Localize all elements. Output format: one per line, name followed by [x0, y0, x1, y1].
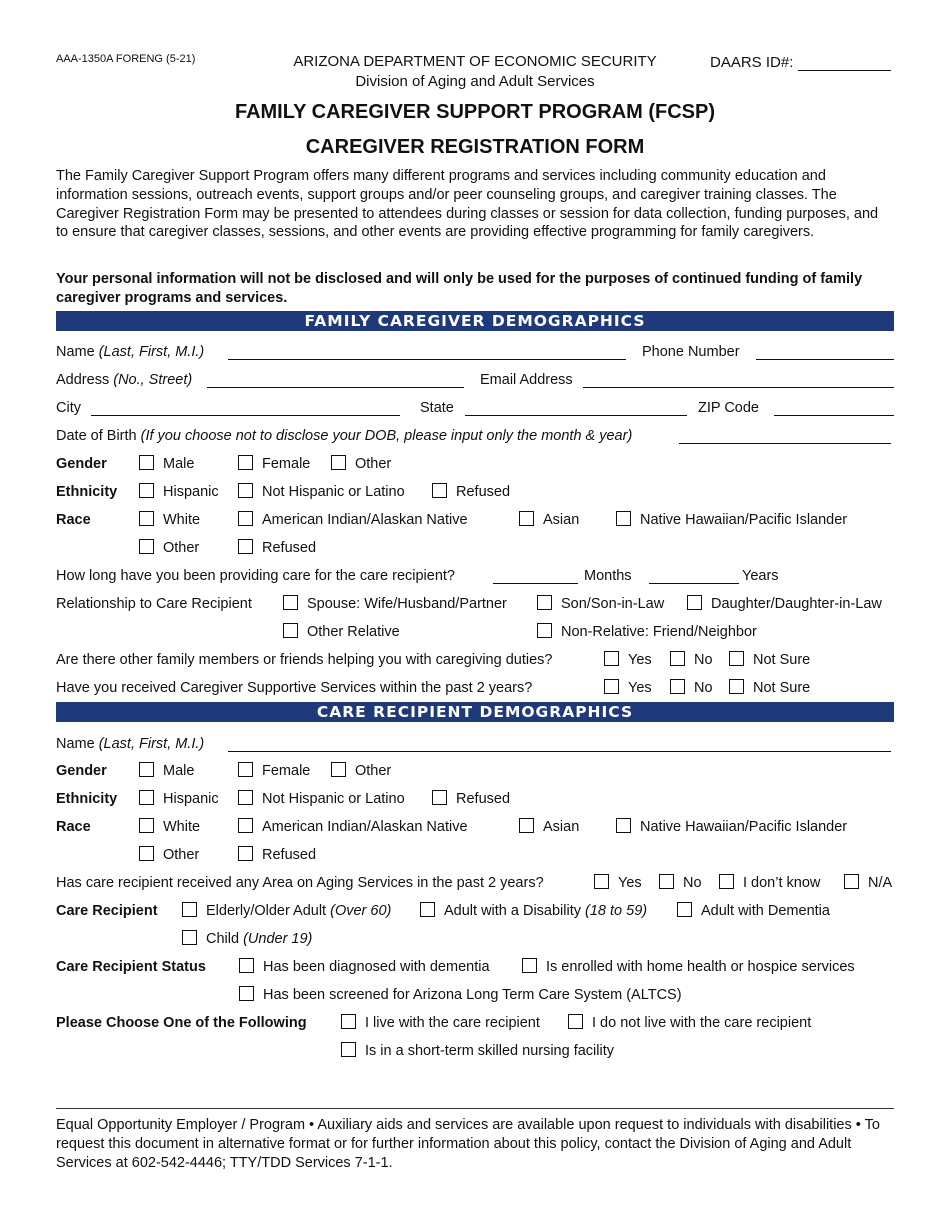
- checkbox-box[interactable]: [238, 455, 253, 470]
- checkbox-box[interactable]: [719, 874, 734, 889]
- caregiver-city-row: [56, 400, 894, 422]
- checkbox-not-live-with[interactable]: I do not live with the care recipient: [568, 1015, 811, 1031]
- phone-input[interactable]: [756, 344, 894, 360]
- checkbox-asian[interactable]: Asian: [519, 512, 579, 528]
- race-label: Race: [56, 512, 91, 528]
- recipient-name-input[interactable]: [228, 736, 891, 752]
- checkbox-services-yes[interactable]: Yes: [604, 680, 652, 696]
- checkbox-box[interactable]: [139, 846, 154, 861]
- checkbox-box[interactable]: [238, 790, 253, 805]
- checkbox-daughter[interactable]: Daughter/Daughter-in-Law: [687, 596, 882, 612]
- checkbox-aging-no[interactable]: No: [659, 875, 702, 891]
- checkbox-race-other[interactable]: Other: [139, 847, 199, 863]
- living-situation-label: Please Choose One of the Following: [56, 1015, 307, 1031]
- services-row: [56, 680, 894, 702]
- caregiver-name-row: [56, 344, 894, 366]
- checkbox-diagnosed-dementia[interactable]: Has been diagnosed with dementia: [239, 959, 490, 975]
- checkbox-aging-dont-know[interactable]: I don’t know: [719, 875, 820, 891]
- state-label: State: [420, 400, 454, 416]
- checkbox-not-hispanic[interactable]: Not Hispanic or Latino: [238, 791, 405, 807]
- checkbox-box[interactable]: [139, 818, 154, 833]
- relationship-row-2: [56, 624, 894, 646]
- checkbox-pacific-islander[interactable]: Native Hawaiian/Pacific Islander: [616, 512, 847, 528]
- checkbox-box[interactable]: [670, 679, 685, 694]
- checkbox-helpers-no[interactable]: No: [670, 652, 713, 668]
- checkbox-hispanic[interactable]: Hispanic: [139, 791, 219, 807]
- caregiver-name-input[interactable]: [228, 344, 626, 360]
- dob-label: Date of Birth (If you choose not to disclose your DOB, please input only the month & year): [56, 428, 633, 444]
- checkbox-aging-yes[interactable]: Yes: [594, 875, 642, 891]
- checkbox-box[interactable]: [139, 762, 154, 777]
- living-situation-row: [56, 1015, 894, 1037]
- intro-paragraph: The Family Caregiver Support Program offers many different programs and services including community education and information sessions, outreach events, support groups and/or peer counseling groups, and caregiver training classes. The Caregiver Registration Form may be presented to attendees during classes or session for data collection, funding purposes, and to ensure that caregiver classes, sessions, and other events are providing effective programming for family caregivers.: [56, 168, 879, 241]
- checkbox-box[interactable]: [331, 762, 346, 777]
- caregiver-gender-row: [56, 456, 894, 478]
- agency-heading: [287, 52, 663, 92]
- living-situation-row-2: [56, 1043, 894, 1065]
- dob-input[interactable]: [679, 428, 891, 444]
- care-duration-row: [56, 568, 894, 590]
- checkbox-adult-dementia[interactable]: Adult with Dementia: [677, 903, 830, 919]
- checkbox-female[interactable]: Female: [238, 763, 310, 779]
- checkbox-box[interactable]: [238, 511, 253, 526]
- checkbox-box[interactable]: [283, 595, 298, 610]
- recipient-status-row: [56, 959, 894, 981]
- checkbox-box[interactable]: [238, 483, 253, 498]
- checkbox-box[interactable]: [604, 651, 619, 666]
- daars-id-input[interactable]: [798, 55, 891, 71]
- checkbox-box[interactable]: [238, 762, 253, 777]
- years-input[interactable]: [649, 568, 739, 584]
- program-title: FAMILY CAREGIVER SUPPORT PROGRAM (FCSP): [234, 101, 716, 123]
- helpers-question: Are there other family members or friends helping you with caregiving duties?: [56, 652, 553, 668]
- care-duration-question: How long have you been providing care for the care recipient?: [56, 568, 455, 584]
- checkbox-home-health[interactable]: Is enrolled with home health or hospice services: [522, 959, 855, 975]
- checkbox-box[interactable]: [687, 595, 702, 610]
- daars-id-label: DAARS ID#:: [710, 54, 794, 71]
- checkbox-box[interactable]: [432, 483, 447, 498]
- aging-services-row: [56, 875, 894, 897]
- checkbox-box[interactable]: [238, 818, 253, 833]
- caregiver-race-row-2: [56, 540, 894, 562]
- checkbox-nursing-facility[interactable]: Is in a short-term skilled nursing facility: [341, 1043, 614, 1059]
- checkbox-pacific-islander[interactable]: Native Hawaiian/Pacific Islander: [616, 819, 847, 835]
- recipient-gender-row: [56, 763, 894, 785]
- relationship-label: Relationship to Care Recipient: [56, 596, 252, 612]
- city-label: City: [56, 400, 81, 416]
- recipient-type-row-2: [56, 931, 894, 953]
- email-label: Email Address: [480, 372, 573, 388]
- checkbox-box[interactable]: [616, 511, 631, 526]
- form-code: AAA-1350A FORENG (5-21): [56, 53, 196, 65]
- recipient-race-row-2: [56, 847, 894, 869]
- checkbox-box[interactable]: [139, 483, 154, 498]
- address-input[interactable]: [207, 372, 464, 388]
- footer-divider: [56, 1108, 894, 1109]
- checkbox-box[interactable]: [537, 595, 552, 610]
- recipient-gender-label: Gender: [56, 763, 107, 779]
- zip-label: ZIP Code: [698, 400, 759, 416]
- checkbox-box[interactable]: [238, 539, 253, 554]
- checkbox-white[interactable]: White: [139, 512, 200, 528]
- recipient-status-row-2: [56, 987, 894, 1009]
- checkbox-box[interactable]: [139, 790, 154, 805]
- checkbox-box[interactable]: [139, 455, 154, 470]
- recipient-race-row: [56, 819, 894, 841]
- checkbox-box[interactable]: [139, 539, 154, 554]
- checkbox-live-with[interactable]: I live with the care recipient: [341, 1015, 540, 1031]
- checkbox-other[interactable]: Other: [331, 456, 391, 472]
- checkbox-box[interactable]: [238, 846, 253, 861]
- address-label: Address (No., Street): [56, 372, 193, 388]
- recipient-section-header: CARE RECIPIENT DEMOGRAPHICS: [56, 702, 894, 722]
- zip-input[interactable]: [774, 400, 894, 416]
- checkbox-box[interactable]: [239, 986, 254, 1001]
- checkbox-white[interactable]: White: [139, 819, 200, 835]
- checkbox-box[interactable]: [729, 679, 744, 694]
- checkbox-asian[interactable]: Asian: [519, 819, 579, 835]
- checkbox-american-indian[interactable]: American Indian/Alaskan Native: [238, 819, 468, 835]
- caregiver-race-row: [56, 512, 894, 534]
- checkbox-refused[interactable]: Refused: [432, 484, 510, 500]
- checkbox-services-not-sure[interactable]: Not Sure: [729, 680, 810, 696]
- ethnicity-label: Ethnicity: [56, 484, 118, 500]
- recipient-status-label: Care Recipient Status: [56, 959, 206, 975]
- checkbox-box[interactable]: [677, 902, 692, 917]
- checkbox-box[interactable]: [522, 958, 537, 973]
- checkbox-helpers-yes[interactable]: Yes: [604, 652, 652, 668]
- relationship-row: [56, 596, 894, 618]
- recipient-race-label: Race: [56, 819, 91, 835]
- phone-label: Phone Number: [642, 344, 740, 360]
- checkbox-box[interactable]: [594, 874, 609, 889]
- checkbox-race-refused[interactable]: Refused: [238, 540, 316, 556]
- caregiver-section-header: FAMILY CAREGIVER DEMOGRAPHICS: [56, 311, 894, 331]
- checkbox-elderly[interactable]: Elderly/Older Adult (Over 60): [182, 903, 391, 919]
- checkbox-box[interactable]: [239, 958, 254, 973]
- checkbox-son[interactable]: Son/Son-in-Law: [537, 596, 664, 612]
- checkbox-box[interactable]: [519, 511, 534, 526]
- checkbox-race-refused[interactable]: Refused: [238, 847, 316, 863]
- checkbox-not-hispanic[interactable]: Not Hispanic or Latino: [238, 484, 405, 500]
- checkbox-box[interactable]: [616, 818, 631, 833]
- checkbox-box[interactable]: [537, 623, 552, 638]
- checkbox-box[interactable]: [568, 1014, 583, 1029]
- checkbox-helpers-not-sure[interactable]: Not Sure: [729, 652, 810, 668]
- checkbox-other-relative[interactable]: Other Relative: [283, 624, 400, 640]
- checkbox-hispanic[interactable]: Hispanic: [139, 484, 219, 500]
- checkbox-male[interactable]: Male: [139, 763, 194, 779]
- caregiver-ethnicity-row: [56, 484, 894, 506]
- dob-row: [56, 428, 894, 450]
- city-input[interactable]: [91, 400, 400, 416]
- checkbox-box[interactable]: [729, 651, 744, 666]
- months-input[interactable]: [493, 568, 578, 584]
- checkbox-aging-na[interactable]: N/A: [844, 875, 892, 891]
- checkbox-box[interactable]: [341, 1014, 356, 1029]
- recipient-type-label: Care Recipient: [56, 903, 158, 919]
- helpers-row: [56, 652, 894, 674]
- checkbox-adult-disability[interactable]: Adult with a Disability (18 to 59): [420, 903, 647, 919]
- checkbox-box[interactable]: [659, 874, 674, 889]
- caregiver-address-row: [56, 372, 894, 394]
- recipient-ethnicity-row: [56, 791, 894, 813]
- caregiver-name-label: Name (Last, First, M.I.): [56, 344, 205, 360]
- recipient-ethnicity-label: Ethnicity: [56, 791, 118, 807]
- checkbox-child[interactable]: Child (Under 19): [182, 931, 312, 947]
- checkbox-box[interactable]: [670, 651, 685, 666]
- checkbox-race-other[interactable]: Other: [139, 540, 199, 556]
- division-name: Division of Aging and Adult Services: [355, 73, 595, 90]
- privacy-notice: Your personal information will not be disclosed and will only be used for the purposes of continued funding of family caregiver programs and services.: [56, 271, 863, 306]
- checkbox-female[interactable]: Female: [238, 456, 310, 472]
- checkbox-male[interactable]: Male: [139, 456, 194, 472]
- form-title: CAREGIVER REGISTRATION FORM: [305, 136, 645, 158]
- footer-text: Equal Opportunity Employer / Program • Auxiliary aids and services are available upon request to individuals with disabilities • To request this document in alternative format or for further information about this policy, contact the Division of Aging and Adult Services at 602-542-4446; TTY/TDD Services 7-1-1.: [56, 1117, 880, 1171]
- checkbox-box[interactable]: [283, 623, 298, 638]
- gender-label: Gender: [56, 456, 107, 472]
- checkbox-box[interactable]: [844, 874, 859, 889]
- checkbox-box[interactable]: [182, 930, 197, 945]
- recipient-type-row: [56, 903, 894, 925]
- checkbox-box[interactable]: [519, 818, 534, 833]
- checkbox-services-no[interactable]: No: [670, 680, 713, 696]
- years-label: Years: [742, 568, 779, 584]
- email-input[interactable]: [583, 372, 894, 388]
- recipient-name-row: [56, 736, 894, 758]
- services-question: Have you received Caregiver Supportive Services within the past 2 years?: [56, 680, 533, 696]
- months-label: Months: [584, 568, 632, 584]
- checkbox-box[interactable]: [331, 455, 346, 470]
- checkbox-box[interactable]: [432, 790, 447, 805]
- agency-name: ARIZONA DEPARTMENT OF ECONOMIC SECURITY: [293, 53, 657, 70]
- checkbox-altcs[interactable]: Has been screened for Arizona Long Term Care System (ALTCS): [239, 987, 682, 1003]
- aging-services-question: Has care recipient received any Area on Aging Services in the past 2 years?: [56, 875, 544, 891]
- checkbox-american-indian[interactable]: American Indian/Alaskan Native: [238, 512, 468, 528]
- checkbox-spouse[interactable]: Spouse: Wife/Husband/Partner: [283, 596, 507, 612]
- checkbox-other[interactable]: Other: [331, 763, 391, 779]
- state-input[interactable]: [465, 400, 687, 416]
- recipient-name-label: Name (Last, First, M.I.): [56, 736, 205, 752]
- daars-id-field: [710, 54, 891, 71]
- checkbox-box[interactable]: [420, 902, 435, 917]
- checkbox-box[interactable]: [182, 902, 197, 917]
- checkbox-box[interactable]: [139, 511, 154, 526]
- checkbox-non-relative[interactable]: Non-Relative: Friend/Neighbor: [537, 624, 757, 640]
- checkbox-box[interactable]: [604, 679, 619, 694]
- checkbox-box[interactable]: [341, 1042, 356, 1057]
- checkbox-refused[interactable]: Refused: [432, 791, 510, 807]
